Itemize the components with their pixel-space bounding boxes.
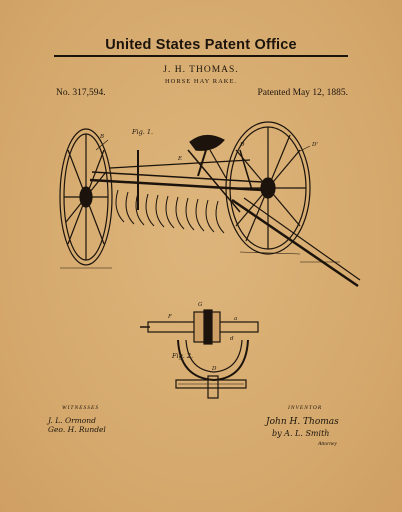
attorney-signature: by A. L. Smith xyxy=(272,429,330,438)
witness-signature-2: Geo. H. Rundel xyxy=(48,425,106,434)
witness-signature-1: J. L. Ormond xyxy=(48,416,96,425)
ref-letter-d-lower: D xyxy=(212,366,217,372)
rake-teeth xyxy=(116,190,224,233)
ref-letter-d-prime: D' xyxy=(312,142,318,148)
detail-figure xyxy=(140,310,258,398)
invention-subject: HORSE HAY RAKE. xyxy=(164,78,238,85)
inventor-label: INVENTOR xyxy=(288,405,323,411)
ref-letter-d: D xyxy=(240,142,245,148)
witnesses-label: WITNESSES xyxy=(62,405,100,411)
inventor-name: J. H. THOMAS. xyxy=(163,65,239,75)
ground-hatching xyxy=(60,252,340,268)
ref-letter-g: G xyxy=(198,302,203,308)
ref-letter-a: a xyxy=(234,316,238,322)
ref-letter-f: F xyxy=(168,314,172,320)
shafts xyxy=(232,150,360,286)
fig1-label: Fig. 1. xyxy=(132,128,154,136)
driver-seat xyxy=(190,135,226,178)
inventor-signature: John H. Thomas xyxy=(266,417,339,427)
ref-letter-e: E xyxy=(178,156,183,162)
left-wheel xyxy=(60,129,112,265)
fig2-label: Fig. 2. xyxy=(172,352,194,360)
ref-letter-d-small: d xyxy=(230,336,234,342)
ref-letter-b: B xyxy=(100,134,105,140)
patent-date: Patented May 12, 1885. xyxy=(257,88,348,98)
office-title: United States Patent Office xyxy=(105,37,297,53)
attorney-label: Attorney xyxy=(318,441,337,447)
patent-number: No. 317,594. xyxy=(56,88,106,98)
